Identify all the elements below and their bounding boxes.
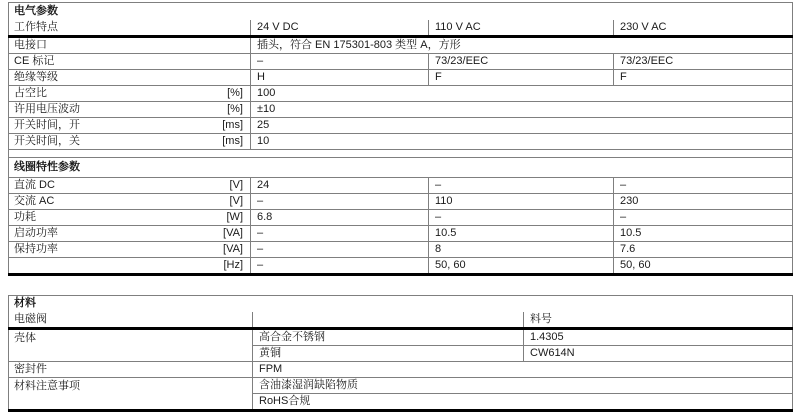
table-row <box>9 70 793 86</box>
param-label: 电接口 <box>9 37 251 54</box>
param-label: 许用电压波动 <box>9 102 173 118</box>
param-label <box>9 258 173 275</box>
param-value: – <box>251 194 429 210</box>
param-value: 插头，符合 EN 175301-803 类型 A，方形 <box>251 37 793 54</box>
param-value: 10 <box>251 134 793 150</box>
table-row <box>9 312 793 329</box>
param-label: 交流 AC <box>9 194 173 210</box>
material-value: 高合金不锈钢 <box>253 328 524 345</box>
param-label: 启动功率 <box>9 226 173 242</box>
param-value: 7.6 <box>614 242 793 258</box>
param-value: 50, 60 <box>429 258 614 275</box>
param-value: 6.8 <box>251 210 429 226</box>
param-value: 100 <box>251 86 793 102</box>
param-value: – <box>429 210 614 226</box>
param-unit: [%] <box>173 86 251 102</box>
param-value: 25 <box>251 118 793 134</box>
param-label: 开关时间，关 <box>9 134 173 150</box>
param-value: – <box>429 178 614 194</box>
electrical-parameters-table <box>8 2 793 276</box>
param-label: 绝缘等级 <box>9 70 251 86</box>
param-unit: [V] <box>173 194 251 210</box>
material-value: 黄铜 <box>253 345 524 361</box>
param-unit: [%] <box>173 102 251 118</box>
material-value: 含油漆湿润缺陷物质 <box>253 377 793 393</box>
material-part-number: CW614N <box>524 345 793 361</box>
material-part-number: 1.4305 <box>524 328 793 345</box>
param-unit: [VA] <box>173 242 251 258</box>
table-row <box>9 86 793 102</box>
table-row <box>9 3 793 20</box>
table-row <box>9 134 793 150</box>
param-label: 直流 DC <box>9 178 173 194</box>
column-header-label: 工作特点 <box>9 20 251 37</box>
table-row <box>9 102 793 118</box>
material-value: RoHS合规 <box>253 393 793 410</box>
param-value: – <box>251 242 429 258</box>
table-row <box>9 226 793 242</box>
table-row <box>9 54 793 70</box>
table-row <box>9 296 793 312</box>
column-header-230vac: 230 V AC <box>614 20 793 37</box>
material-value: FPM <box>253 361 793 377</box>
table-row <box>9 361 793 377</box>
param-value: 8 <box>429 242 614 258</box>
param-value: ±10 <box>251 102 793 118</box>
param-unit: [V] <box>173 178 251 194</box>
empty-cell <box>253 312 524 329</box>
material-label: 材料注意事项 <box>9 377 253 410</box>
materials-table <box>8 295 793 412</box>
table-row <box>9 158 793 178</box>
param-value: – <box>251 54 429 70</box>
table-row <box>9 377 793 393</box>
material-label: 壳体 <box>9 328 253 361</box>
table-row <box>9 20 793 37</box>
param-unit: [W] <box>173 210 251 226</box>
param-value: F <box>429 70 614 86</box>
param-unit: [Hz] <box>173 258 251 275</box>
param-label: 功耗 <box>9 210 173 226</box>
column-header-solenoid-valve: 电磁阀 <box>9 312 253 329</box>
table-row <box>9 242 793 258</box>
material-label: 密封件 <box>9 361 253 377</box>
param-value: 73/23/EEC <box>429 54 614 70</box>
table-row <box>9 37 793 54</box>
param-value: – <box>251 226 429 242</box>
param-value: 10.5 <box>614 226 793 242</box>
table-row <box>9 328 793 345</box>
table-row <box>9 118 793 134</box>
param-value: 110 <box>429 194 614 210</box>
section-title-electrical: 电气参数 <box>14 4 58 17</box>
param-value: – <box>614 210 793 226</box>
param-unit: [ms] <box>173 134 251 150</box>
table-row <box>9 178 793 194</box>
param-value: H <box>251 70 429 86</box>
param-value: – <box>251 258 429 275</box>
table-row <box>9 210 793 226</box>
param-value: – <box>614 178 793 194</box>
param-value: 10.5 <box>429 226 614 242</box>
table-row <box>9 194 793 210</box>
table-row <box>9 258 793 275</box>
param-unit: [VA] <box>173 226 251 242</box>
param-value: 24 <box>251 178 429 194</box>
column-header-part-number: 料号 <box>524 312 793 329</box>
param-value: 73/23/EEC <box>614 54 793 70</box>
column-header-24vdc: 24 V DC <box>251 20 429 37</box>
param-label: 保持功率 <box>9 242 173 258</box>
param-label: 占空比 <box>9 86 173 102</box>
section-title-coil: 线圈特性参数 <box>9 158 793 178</box>
spacer-row <box>9 150 793 158</box>
section-title-materials: 材料 <box>14 297 36 310</box>
param-label: CE 标记 <box>9 54 251 70</box>
param-value: F <box>614 70 793 86</box>
column-header-110vac: 110 V AC <box>429 20 614 37</box>
param-unit: [ms] <box>173 118 251 134</box>
param-label: 开关时间，开 <box>9 118 173 134</box>
param-value: 230 <box>614 194 793 210</box>
param-value: 50, 60 <box>614 258 793 275</box>
